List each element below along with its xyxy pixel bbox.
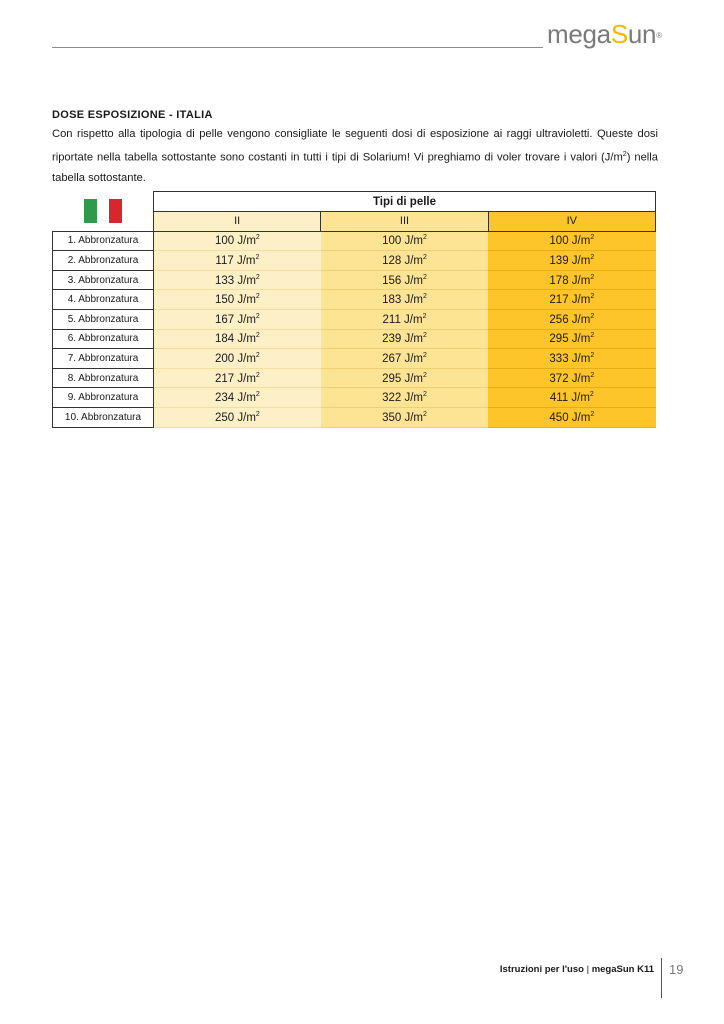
intro-paragraph: Con rispetto alla tipologia di pelle vengono consigliate le seguenti dosi di esposizione ai raggi ultravioletti. Queste dosi riportate nella tabella sottostante sono costanti in tutti i tipi di Solarium! Vi preghiamo di voler trovare i valori $(J/m^2)$ nella tabella sottostante. — [52, 128, 658, 184]
column-header-ii: II — [154, 212, 321, 232]
row-label: 7. Abbronzatura — [53, 349, 154, 369]
table-row — [53, 407, 656, 427]
dose-value-cell: 217 $J/m^2$ — [154, 368, 321, 388]
megasun-logo: megaSun® — [547, 19, 662, 49]
dose-value-cell: 156 $J/m^2$ — [321, 270, 488, 290]
dose-value-cell: 217 $J/m^2$ — [488, 290, 655, 310]
table-row — [53, 231, 656, 251]
dose-value-cell: 250 $J/m^2$ — [154, 407, 321, 427]
dose-value-cell: 200 $J/m^2$ — [154, 349, 321, 369]
table-row — [53, 368, 656, 388]
dose-value-cell: 100 $J/m^2$ — [488, 231, 655, 251]
table-row — [53, 290, 656, 310]
row-label: 6. Abbronzatura — [53, 329, 154, 349]
dose-value-cell: 256 $J/m^2$ — [488, 309, 655, 329]
dose-value-cell: 450 $J/m^2$ — [488, 407, 655, 427]
dose-value-cell: 239 $J/m^2$ — [321, 329, 488, 349]
dose-value-cell: 139 $J/m^2$ — [488, 251, 655, 271]
dose-value-cell: 411 $J/m^2$ — [488, 388, 655, 408]
dose-value-cell: 133 $J/m^2$ — [154, 270, 321, 290]
row-label: 3. Abbronzatura — [53, 270, 154, 290]
dose-value-cell: 150 $J/m^2$ — [154, 290, 321, 310]
row-label: 9. Abbronzatura — [53, 388, 154, 408]
footer-doc-title: Istruzioni per l'uso | megaSun K11 — [499, 964, 654, 975]
row-label: 5. Abbronzatura — [53, 309, 154, 329]
dose-value-cell: 184 $J/m^2$ — [154, 329, 321, 349]
dose-value-cell: 178 $J/m^2$ — [488, 270, 655, 290]
row-label: 8. Abbronzatura — [53, 368, 154, 388]
dose-value-cell: 295 $J/m^2$ — [488, 329, 655, 349]
footer-divider — [661, 958, 662, 998]
row-label: 10. Abbronzatura — [53, 407, 154, 427]
row-label: 1. Abbronzatura — [53, 231, 154, 251]
table-row — [53, 349, 656, 369]
dose-value-cell: 350 $J/m^2$ — [321, 407, 488, 427]
page-number: 19 — [669, 962, 684, 977]
dose-value-cell: 211 $J/m^2$ — [321, 309, 488, 329]
dose-value-cell: 372 $J/m^2$ — [488, 368, 655, 388]
dose-value-cell: 167 $J/m^2$ — [154, 309, 321, 329]
dose-value-cell: 267 $J/m^2$ — [321, 349, 488, 369]
dose-value-cell: 183 $J/m^2$ — [321, 290, 488, 310]
dose-value-cell: 234 $J/m^2$ — [154, 388, 321, 408]
dose-value-cell: 295 $J/m^2$ — [321, 368, 488, 388]
column-header-iii: III — [321, 212, 488, 232]
column-header-iv: IV — [488, 212, 655, 232]
row-label: 2. Abbronzatura — [53, 251, 154, 271]
header-rule — [52, 47, 543, 48]
row-label: 4. Abbronzatura — [53, 290, 154, 310]
table-row — [53, 251, 656, 271]
section-title: DOSE ESPOSIZIONE - ITALIA — [52, 109, 213, 121]
italy-flag-icon — [84, 199, 122, 223]
table-row — [53, 270, 656, 290]
dose-value-cell: 128 $J/m^2$ — [321, 251, 488, 271]
dose-value-cell: 333 $J/m^2$ — [488, 349, 655, 369]
skin-types-header: Tipi di pelle — [154, 192, 656, 212]
dose-value-cell: 100 $J/m^2$ — [321, 231, 488, 251]
table-row — [53, 388, 656, 408]
dose-value-cell: 117 $J/m^2$ — [154, 251, 321, 271]
dose-value-cell: 100 $J/m^2$ — [154, 231, 321, 251]
dose-value-cell: 322 $J/m^2$ — [321, 388, 488, 408]
table-row — [53, 329, 656, 349]
table-row — [53, 309, 656, 329]
dose-table — [52, 191, 656, 428]
